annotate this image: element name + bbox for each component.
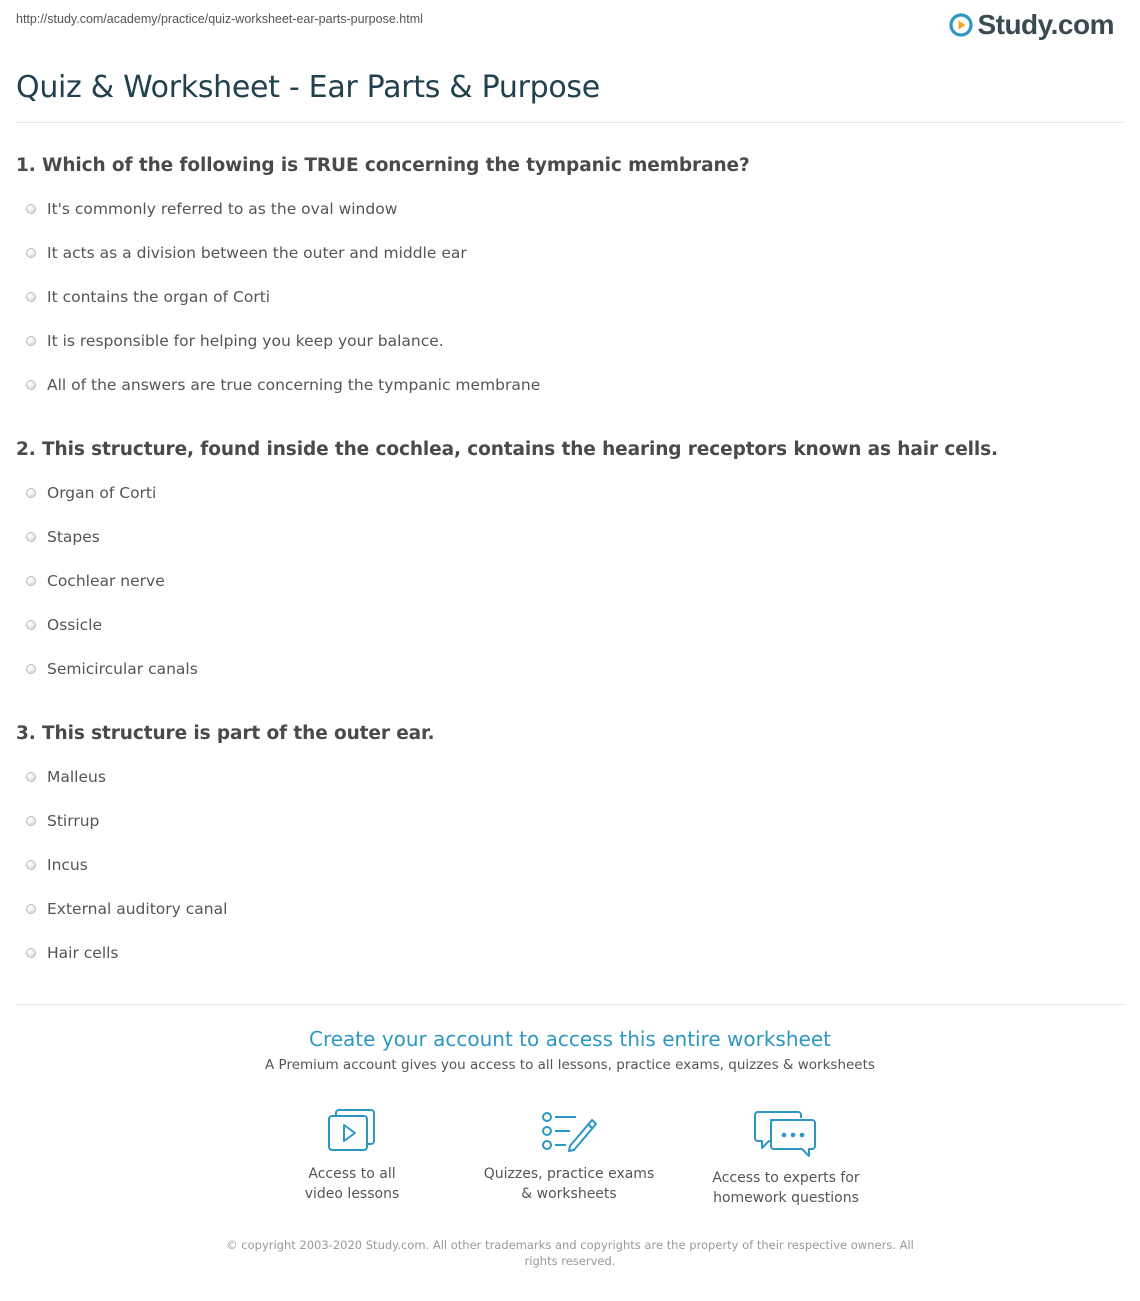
question-text: 2. This structure, found inside the cochlea, contains the hearing receptors known as hair cells. (16, 439, 998, 460)
feature-label: Access to experts for homework questions (712, 1170, 860, 1206)
feature-label: Access to all video lessons (304, 1166, 400, 1202)
question-text: 3. This structure is part of the outer ear. (16, 723, 435, 744)
answer-label: Semicircular canals (47, 660, 198, 678)
answer-option[interactable] (16, 275, 1116, 319)
radio-button[interactable] (26, 380, 36, 390)
feature-label: Quizzes, practice exams & worksheets (483, 1166, 655, 1202)
answer-label: Cochlear nerve (47, 572, 165, 590)
answer-option[interactable] (16, 755, 1116, 799)
radio-button[interactable] (26, 488, 36, 498)
answer-label: Organ of Corti (47, 484, 157, 502)
answer-option[interactable] (16, 647, 1116, 691)
answer-option[interactable] (16, 931, 1116, 975)
radio-button[interactable] (26, 620, 36, 630)
radio-button[interactable] (26, 664, 36, 674)
play-circle-icon (949, 13, 973, 37)
answer-label: Incus (47, 856, 88, 874)
question-1 (16, 155, 1116, 407)
radio-button[interactable] (26, 772, 36, 782)
answer-options (16, 187, 1116, 407)
radio-button[interactable] (26, 248, 36, 258)
top-bar (0, 0, 1140, 50)
answer-option[interactable] (16, 559, 1116, 603)
answer-label: Stirrup (47, 812, 100, 830)
question-text: 1. Which of the following is TRUE concerning the tympanic membrane? (16, 155, 750, 176)
answer-options (16, 471, 1116, 691)
radio-button[interactable] (26, 576, 36, 586)
answer-option[interactable] (16, 319, 1116, 363)
answer-option[interactable] (16, 887, 1116, 931)
answer-label: It's commonly referred to as the oval window (47, 200, 398, 218)
create-account-link[interactable]: Create your account to access this entire worksheet (309, 1027, 831, 1051)
answer-option[interactable] (16, 231, 1116, 275)
answer-label: It is responsible for helping you keep your balance. (47, 332, 444, 350)
copyright-text: © copyright 2003-2020 Study.com. All other trademarks and copyrights are the property of their respective owners. All rights reserved. (226, 1238, 914, 1268)
answer-label: External auditory canal (47, 900, 228, 918)
radio-button[interactable] (26, 816, 36, 826)
answer-label: Malleus (47, 768, 106, 786)
radio-button[interactable] (26, 292, 36, 302)
page-title: Quiz & Worksheet - Ear Parts & Purpose (16, 70, 600, 105)
radio-button[interactable] (26, 336, 36, 346)
feature-experts (686, 1108, 886, 1208)
chat-bubbles-icon (686, 1108, 886, 1158)
answer-label: It contains the organ of Corti (47, 288, 271, 306)
answer-option[interactable] (16, 363, 1116, 407)
answer-label: Hair cells (47, 944, 119, 962)
radio-button[interactable] (26, 904, 36, 914)
answer-option[interactable] (16, 843, 1116, 887)
answer-label: Stapes (47, 528, 100, 546)
radio-button[interactable] (26, 204, 36, 214)
answer-options (16, 755, 1116, 975)
radio-button[interactable] (26, 948, 36, 958)
answer-option[interactable] (16, 515, 1116, 559)
section-divider (16, 1004, 1124, 1005)
quiz-checklist-icon (469, 1108, 669, 1154)
answer-label: All of the answers are true concerning the tympanic membrane (47, 376, 541, 394)
question-3 (16, 723, 1116, 975)
radio-button[interactable] (26, 860, 36, 870)
answer-option[interactable] (16, 471, 1116, 515)
answer-option[interactable] (16, 603, 1116, 647)
title-divider (16, 122, 1124, 123)
premium-description: A Premium account gives you access to all lessons, practice exams, quizzes & worksheets (265, 1057, 875, 1073)
answer-label: Ossicle (47, 616, 103, 634)
video-lessons-icon (252, 1108, 452, 1154)
radio-button[interactable] (26, 532, 36, 542)
answer-label: It acts as a division between the outer and middle ear (47, 244, 467, 262)
feature-quizzes (469, 1108, 669, 1204)
study-logo[interactable] (949, 8, 1114, 42)
question-2 (16, 439, 1116, 691)
answer-option[interactable] (16, 187, 1116, 231)
page-url: http://study.com/academy/practice/quiz-worksheet-ear-parts-purpose.html (16, 12, 423, 26)
logo-text: Study.com (977, 9, 1114, 40)
answer-option[interactable] (16, 799, 1116, 843)
feature-video-lessons (252, 1108, 452, 1204)
